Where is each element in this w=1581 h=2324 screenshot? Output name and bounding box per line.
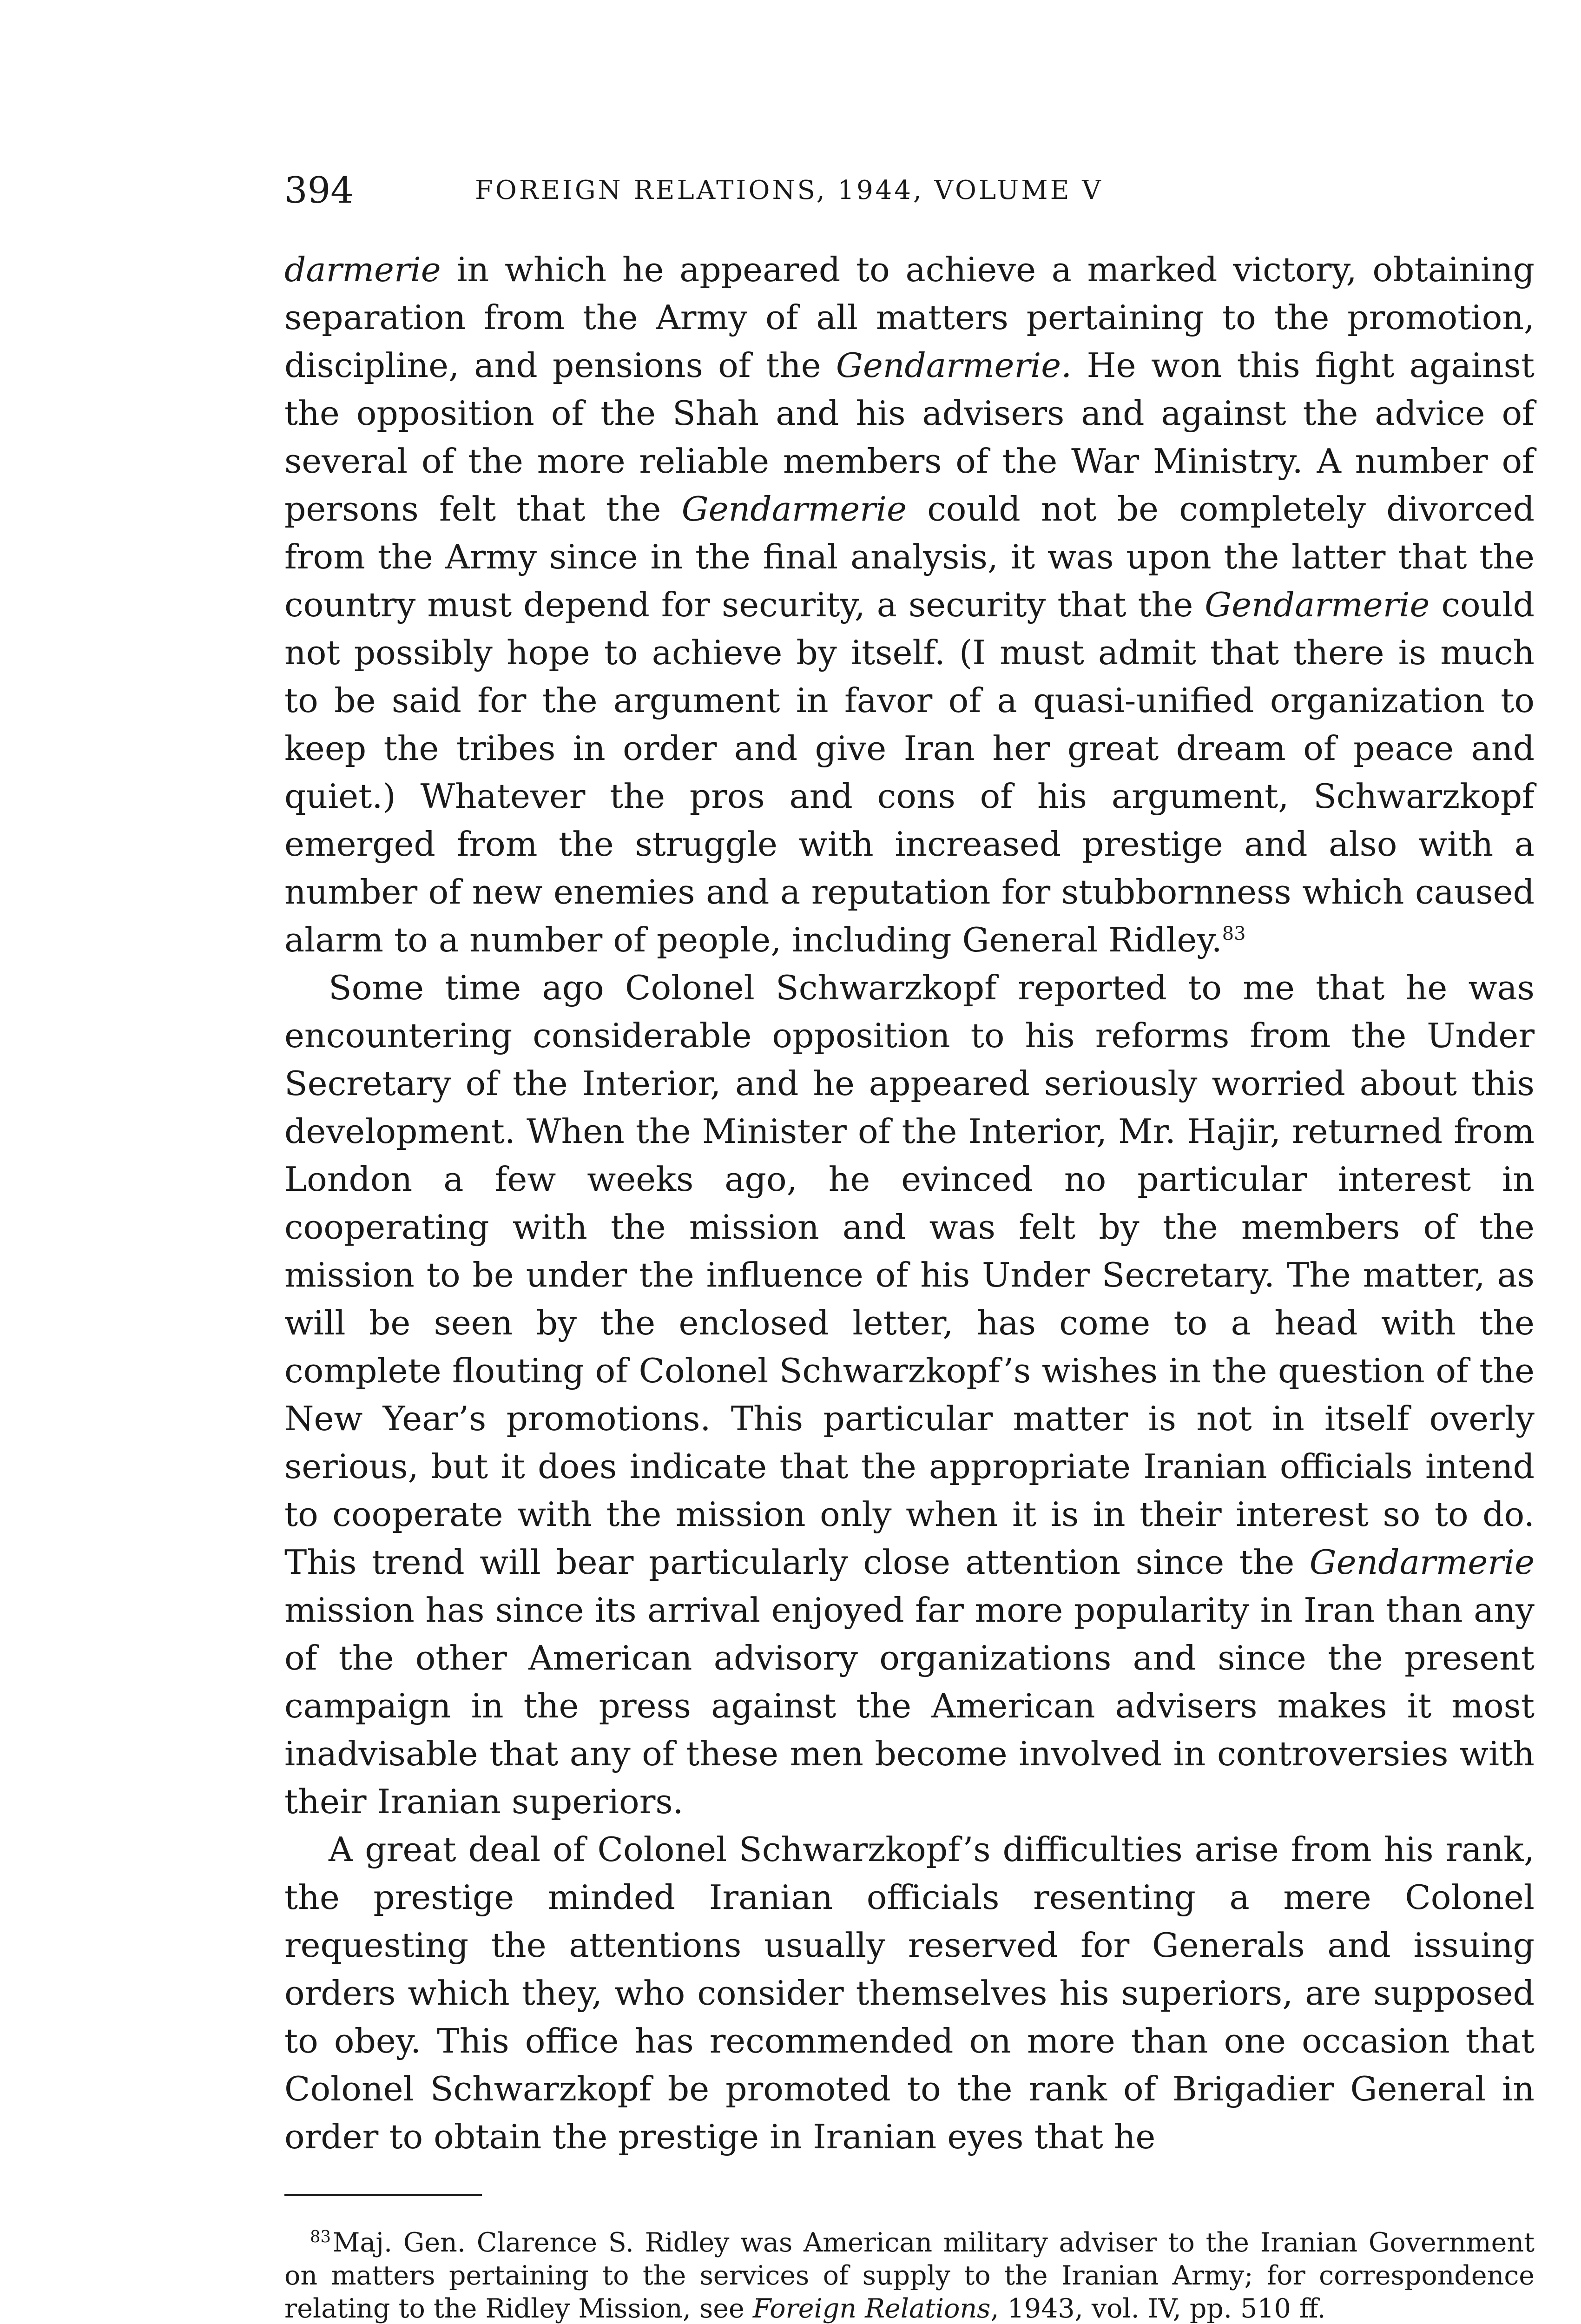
footnote-text: , 1943, vol. IV, pp. 510 ff. [990,2293,1326,2324]
italic-term: Gendarmerie [681,490,907,529]
paragraph [284,964,1535,1826]
paragraph-text: mission has since its arrival enjoyed far more popularity in Iran than any of the other American advisory organizations and since the present campaign in the press against the American advisers makes it most inadvisable that any of these men become involved in controversies with their Iranian superiors. [284,1591,1535,1822]
italic-term: darmerie [284,251,441,290]
paragraph [284,246,1535,964]
paragraph-text: Some time ago Colonel Schwarzkopf reported to me that he was encountering considerable opposition to his reforms from the Under Secretary of the Interior, and he appeared seriously worried about this development. When the Minister of the Interior, Mr. Hajir, returned from London a few weeks ago, he evinced no particular interest in cooperating with the mission and was felt by the members of the mission to be under the influence of his Under Secretary. The matter, as will be seen by the enclosed letter, has come to a head with the complete flouting of Colonel Schwarzkopf’s wishes in the question of the New Year’s promotions. This particular matter is not in itself overly serious, but it does indicate that the appropriate Iranian officials intend to cooperate with the mission only when it is in their interest so to do. This trend will bear particularly close attention since the [284,969,1535,1582]
footnote [284,2226,1535,2324]
footnote-reference: 83 [1222,923,1246,944]
paragraph-text: in which he appeared to achieve a marked victory, obtaining separation from the Army of all matters pertaining to the promotion, discipline, and pensions of the [284,251,1535,385]
footnote-divider [284,2194,482,2196]
paragraph-text: could not possibly hope to achieve by itself. (I must admit that there is much to be said for the argument in favor of a quasi-unified organization to keep the tribes in order and give Iran her great dream of peace and quiet.) Whatever the pros and cons of his argument, Schwarzkopf emerged from the struggle with increased prestige and also with a number of new enemies and a reputation for stubbornness which caused alarm to a number of people, including General Ridley. [284,586,1535,960]
paragraph-text: He won this fight against the opposition of the Shah and his advisers and against the advice of several of the more reliable members of the War Ministry. A number of persons felt that the [284,346,1535,529]
paragraph-text: could not be completely divorced from the Army since in the final analysis, it was upon the latter that the country must depend for security, a security that the [284,490,1535,625]
footnote-text: Maj. Gen. Clarence S. Ridley was American military adviser to the Iranian Government on matters pertaining to the services of supply to the Iranian Army; for correspondence relating to the Ridley Mission, see [284,2227,1535,2324]
italic-term: Gendarmerie [1309,1543,1535,1582]
italic-term: Gendarmerie [1205,586,1430,625]
paragraph [284,1826,1535,2161]
page-number: 394 [284,170,354,211]
italic-term: Gendarmerie. [836,346,1072,385]
footnotes [284,2226,1535,2324]
running-head: FOREIGN RELATIONS, 1944, VOLUME V [475,175,1103,205]
body-text [284,246,1535,2161]
footnote-marker: 83 [310,2227,331,2246]
footnote-citation: Foreign Relations [752,2293,991,2324]
page-header [284,165,1535,216]
paragraph-text: A great deal of Colonel Schwarzkopf’s difficulties arise from his rank, the prestige minded Iranian officials resenting a mere Colonel requesting the attentions usually reserved for Generals and issuing orders which they, who consider themselves his superiors, are supposed to obey. This office has recommended on more than one occasion that Colonel Schwarzkopf be promoted to the rank of Brigadier General in order to obtain the prestige in Iranian eyes that he [284,1830,1535,2157]
